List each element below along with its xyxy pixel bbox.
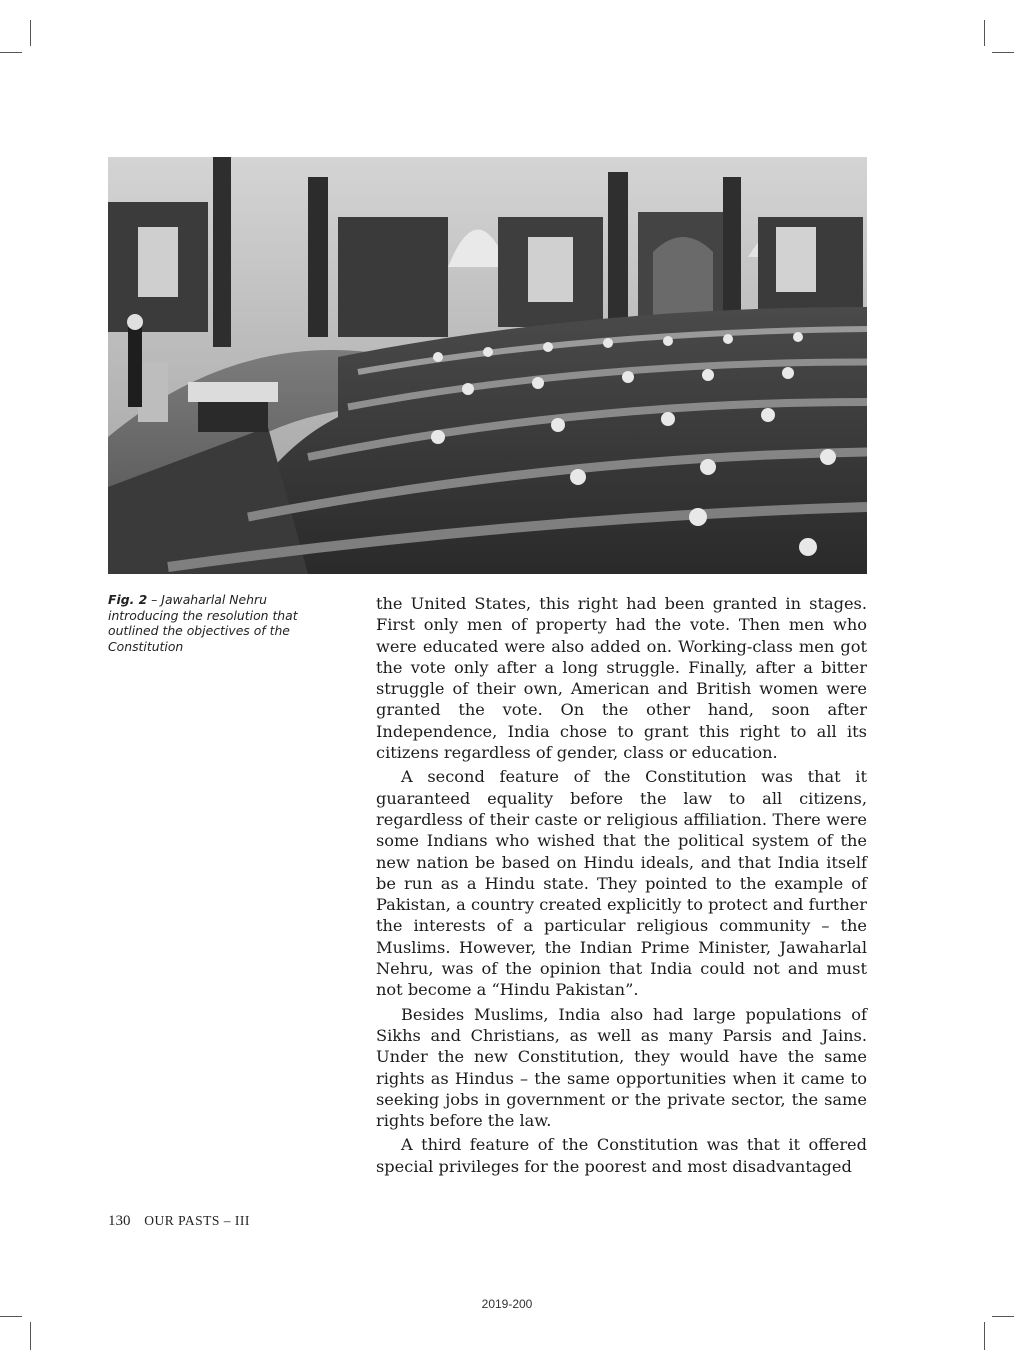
print-year: 2019-200 (481, 1297, 533, 1311)
paragraph: the United States, this right had been granted in stages. First only men of property had the vote. Then men who were educated were also added on. Working-class men got the vote only after a long struggle. Finally, after a bitter struggle of their own, American and British women were granted the vote. On the other hand, soon after Independence, India chose to grant this right to all its citizens regardless of gender, class or education. (376, 594, 867, 763)
crop-mark (992, 52, 1014, 53)
paragraph: A second feature of the Constitution was that it guaranteed equality before the law to all citizens, regardless of their caste or religious affiliation. There were some Indians who wished that the political system of the new nation be based on Hindu ideals, and that India itself be run as a Hindu state. They pointed to the example of Pakistan, a country created explicitly to protect and further the interests of a particular religious community – the Muslims. However, the Indian Prime Minister, Jawaharlal Nehru, was of the opinion that India could not and must not become a “Hindu Pakistan”. (376, 767, 867, 1000)
paragraph: A third feature of the Constitution was that it offered special privileges for the poorest and most disadvantaged (376, 1135, 867, 1176)
crop-mark (0, 1316, 22, 1317)
assembly-photo (108, 157, 867, 574)
figure-caption-text: – Jawaharlal Nehru introducing the resolution that outlined the objectives of the Constitution (108, 592, 298, 654)
crop-mark (0, 52, 22, 53)
book-title: OUR PASTS – III (144, 1213, 250, 1228)
figure-label: Fig. 2 (108, 592, 148, 607)
crop-mark (984, 20, 985, 46)
crop-mark (30, 1322, 31, 1350)
crop-mark (30, 20, 31, 46)
crop-mark (984, 1322, 985, 1350)
page-footer (108, 1213, 250, 1230)
figure-caption (108, 592, 323, 654)
page-number: 130 (108, 1213, 131, 1229)
body-text (376, 593, 867, 1180)
crop-mark (992, 1316, 1014, 1317)
paragraph: Besides Muslims, India also had large populations of Sikhs and Christians, as well as many Parsis and Jains. Under the new Constitution, they would have the same rights as Hindus – the same opportunities when it came to seeking jobs in government or the private sector, the same rights before the law. (376, 1004, 867, 1131)
